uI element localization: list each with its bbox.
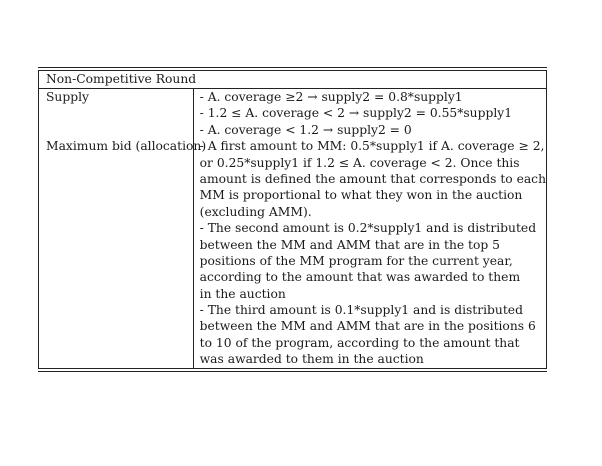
supply-line: - 1.2 ≤ A. coverage < 2 → supply2 = 0.55*supply1 bbox=[199, 106, 513, 121]
max-bid-line: in the auction bbox=[199, 286, 286, 301]
table-header: Non-Competitive Round bbox=[39, 71, 546, 89]
table-bottom-rule bbox=[38, 371, 547, 372]
row-label-maximum-bid: Maximum bid (allocation) bbox=[46, 139, 207, 154]
supply-line: - A. coverage ≥2 → supply2 = 0.8*supply1 bbox=[199, 90, 463, 104]
table-frame bbox=[38, 70, 547, 369]
max-bid-line: between the MM and AMM that are in the top 5 bbox=[199, 237, 500, 252]
row-label-supply: Supply bbox=[46, 90, 89, 104]
max-bid-line: was awarded to them in the auction bbox=[199, 352, 424, 367]
max-bid-line: - A first amount to MM: 0.5*supply1 if A. coverage ≥ 2, bbox=[199, 139, 545, 154]
max-bid-line: positions of the MM program for the current year, bbox=[199, 253, 513, 268]
max-bid-line: or 0.25*supply1 if 1.2 ≤ A. coverage < 2. Once this bbox=[199, 155, 520, 170]
max-bid-line: (excluding AMM). bbox=[199, 204, 312, 219]
max-bid-line: between the MM and AMM that are in the positions 6 bbox=[199, 319, 536, 334]
supply-line: - A. coverage < 1.2 → supply2 = 0 bbox=[199, 122, 412, 137]
max-bid-line: MM is proportional to what they won in the auction bbox=[199, 188, 523, 203]
label-column bbox=[39, 89, 207, 368]
max-bid-line: according to the amount that was awarded to them bbox=[199, 270, 521, 285]
max-bid-line: amount is defined the amount that corresponds to each bbox=[199, 171, 546, 186]
table-body bbox=[39, 89, 546, 368]
max-bid-line: - The second amount is 0.2*supply1 and is distributed bbox=[199, 221, 537, 236]
max-bid-line: to 10 of the program, according to the amount that bbox=[199, 335, 520, 350]
description-column bbox=[194, 89, 546, 368]
max-bid-line: - The third amount is 0.1*supply1 and is distributed bbox=[199, 303, 523, 318]
allocation-table bbox=[38, 67, 547, 372]
